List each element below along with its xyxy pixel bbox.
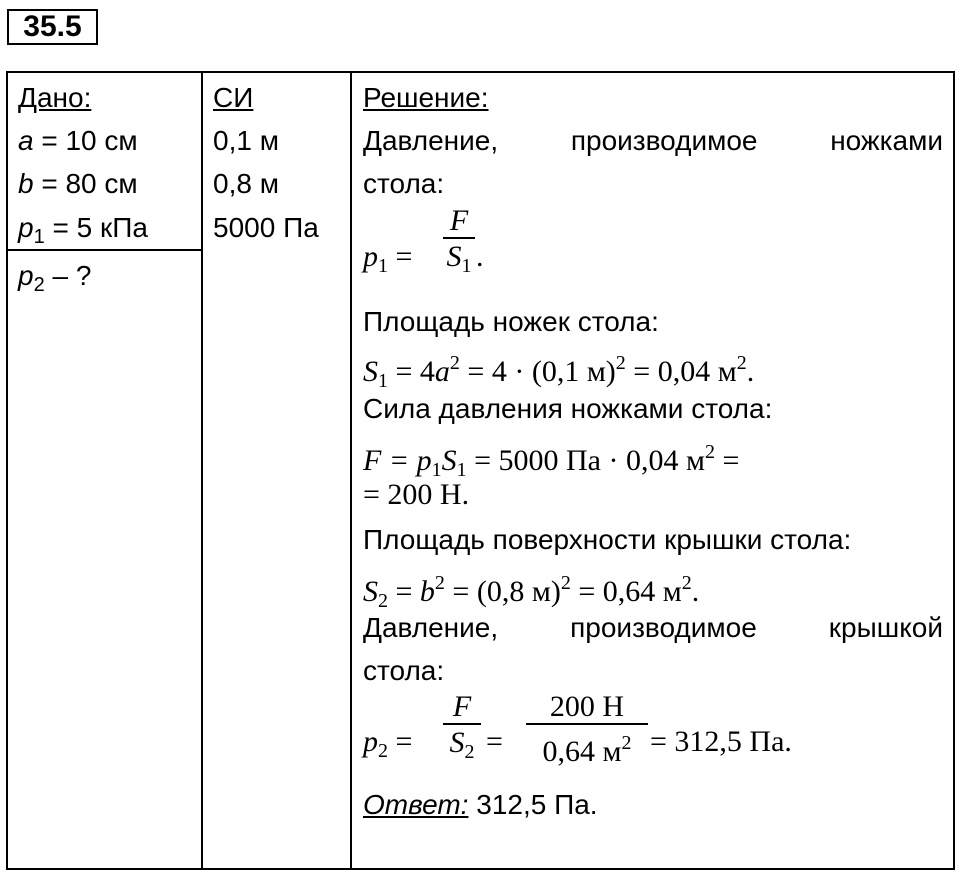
- given-value: = 80 см: [33, 168, 138, 199]
- denominator: 0,64 м: [542, 735, 622, 768]
- unknown-item: [18, 259, 91, 302]
- formula-p1-lhs: [363, 240, 412, 283]
- formula-area-legs: $S_1 = 4a^2 = 4 \cdot (0,1$ м)$^2$ = 0,04 $м^2$.: [363, 352, 755, 392]
- solution-text-line: стола:: [363, 168, 445, 199]
- column-divider-given: [201, 71, 203, 870]
- word: Давление,: [363, 125, 499, 156]
- answer-value: 312,5 Па.: [468, 789, 598, 820]
- numerator: F: [449, 204, 469, 237]
- unknown-symbol: p: [18, 260, 34, 291]
- denominator: S: [446, 240, 462, 273]
- equals-sign: =: [388, 240, 413, 273]
- formula-end: .: [476, 240, 484, 273]
- si-value: 5000 Па: [213, 212, 319, 243]
- formula-p2-lhs: $p_2$ =: [363, 725, 413, 762]
- given-symbol: p: [18, 212, 34, 243]
- symbol: p: [363, 240, 378, 273]
- answer-label: Ответ:: [363, 789, 469, 820]
- formula-p2-result: = 312,5 Па.: [650, 725, 792, 758]
- solution-text-line: Площадь ножек стола:: [363, 306, 659, 337]
- numerator: F: [452, 690, 472, 723]
- word: производимое: [570, 612, 757, 643]
- solution-text-line: [363, 124, 943, 158]
- denominator: S: [449, 726, 465, 759]
- subscript: 1: [461, 255, 472, 277]
- word: производимое: [570, 125, 758, 156]
- word: крышкой: [828, 612, 943, 643]
- problem-number: 35.5: [7, 9, 98, 45]
- given-value: = 10 см: [33, 125, 138, 156]
- word: Давление,: [363, 612, 499, 643]
- formula-force-result: = 200 Н.: [363, 478, 470, 511]
- si-value: 0,8 м: [213, 168, 279, 199]
- numerator: 200 Н: [549, 690, 625, 723]
- column-divider-si: [350, 71, 352, 870]
- formula-area-top: $S_2 = b^2 = (0,8$ м)$^2$ = 0,64 $м^2$.: [363, 572, 700, 612]
- given-value: = 5 кПа: [44, 212, 148, 243]
- solution-header: Решение:: [363, 82, 489, 113]
- solution-text-line: стола:: [363, 655, 445, 686]
- fraction-force-area: [443, 205, 475, 284]
- solution-text-line: Площадь поверхности крышки стола:: [363, 524, 852, 555]
- given-subscript: 1: [33, 226, 45, 248]
- fraction-force-area2: F $S_2$: [443, 691, 481, 770]
- solution-text-line: Сила давления ножками стола:: [363, 393, 773, 424]
- given-header: Дано:: [18, 82, 92, 113]
- given-item-p1: [18, 211, 148, 254]
- equals-sign: =: [486, 725, 503, 758]
- unknown-mark: – ?: [44, 260, 92, 291]
- given-symbol: b: [18, 168, 34, 199]
- word: ножками: [830, 125, 943, 156]
- answer-line: [363, 788, 598, 822]
- si-header: СИ: [213, 82, 254, 113]
- fraction-numeric: 200 Н 0,64 $м^2$: [526, 691, 648, 770]
- subscript: 1: [378, 255, 388, 277]
- si-value: 0,1 м: [213, 125, 279, 156]
- given-item-b: [18, 167, 138, 201]
- solution-text-line: [363, 611, 943, 645]
- formula-force: $F = p_1S_1 = 5000$ Па · 0,04 $м^2$ =: [363, 441, 740, 481]
- given-symbol: a: [18, 125, 34, 156]
- given-item-a: [18, 124, 138, 158]
- unknown-subscript: 2: [33, 274, 45, 296]
